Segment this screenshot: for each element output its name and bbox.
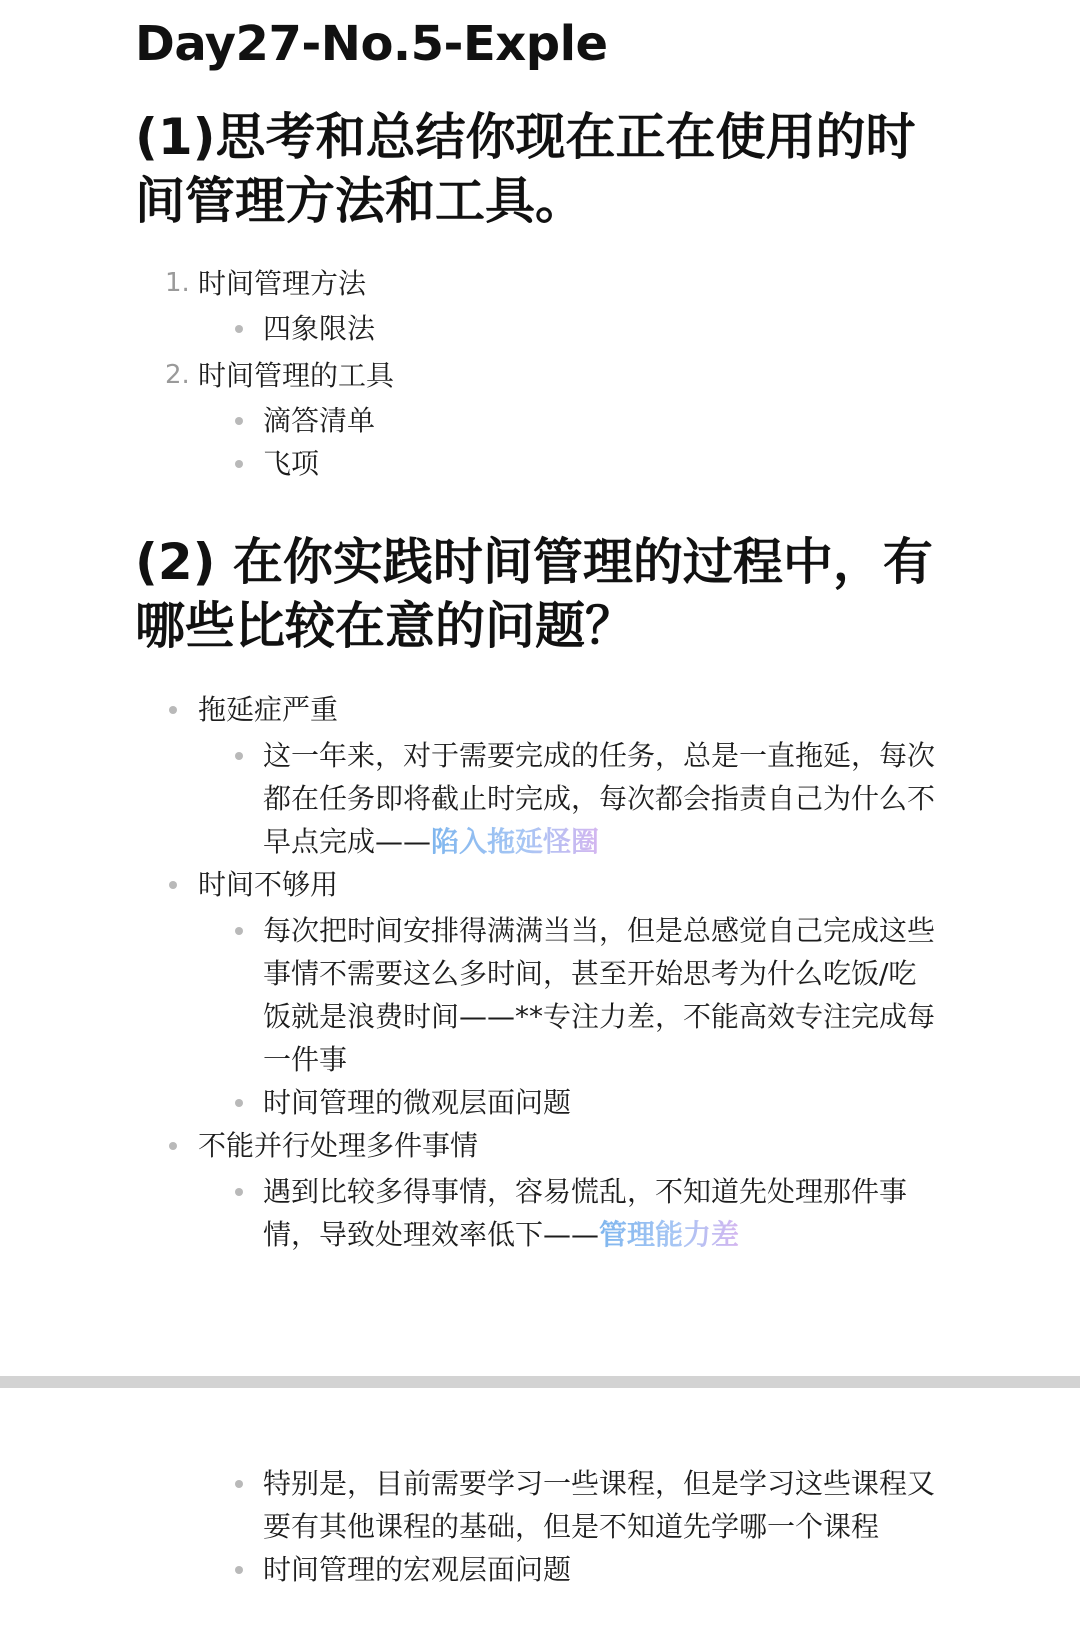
highlight-text: 陷入拖延怪圈 — [431, 825, 600, 858]
bullet-icon — [235, 1480, 243, 1488]
sub-list-item — [0, 399, 943, 442]
list-item-not-enough-time — [0, 863, 1080, 906]
list-item-label: 时间管理的工具 — [198, 359, 395, 392]
problems-list — [0, 688, 1080, 1256]
list-number: 1. — [165, 268, 190, 298]
sub-list-item-text: 遇到比较多得事情，容易慌乱，不知道先处理那件事情，导致处理效率低下—— — [263, 1175, 908, 1251]
bullet-icon — [235, 325, 243, 333]
bullet-icon — [235, 1566, 243, 1574]
list-item-procrastination — [0, 688, 1080, 731]
list-item-multitasking — [0, 1124, 1080, 1167]
section-heading-1: (1)思考和总结你现在正在使用的时间管理方法和工具。 — [135, 108, 916, 230]
sub-list-item — [0, 1462, 943, 1548]
sub-list-item — [0, 1170, 943, 1256]
list-item-methods — [0, 262, 1080, 305]
list-item-label: 不能并行处理多件事情 — [198, 1129, 479, 1162]
sub-list-item — [0, 1548, 943, 1591]
highlight-text: 管理能力差 — [599, 1218, 740, 1251]
continuation-list — [0, 1462, 1080, 1591]
bullet-icon — [169, 706, 177, 714]
bullet-icon — [235, 1099, 243, 1107]
bullet-icon — [235, 927, 243, 935]
bullet-icon — [235, 417, 243, 425]
sub-list-item — [0, 909, 943, 1081]
sub-list-item-text: 这一年来，对于需要完成的任务，总是一直拖延，每次都在任务即将截止时完成，每次都会指责自己为什么不早点完成—— — [263, 739, 936, 858]
list-number: 2. — [165, 360, 190, 390]
bullet-icon — [235, 752, 243, 760]
sub-list-item-text: 特别是，目前需要学习一些课程，但是学习这些课程又要有其他课程的基础，但是不知道先学哪一个课程 — [263, 1467, 936, 1543]
sub-list-item-text: 四象限法 — [263, 312, 376, 345]
section-heading-2: (2) 在你实践时间管理的过程中，有哪些比较在意的问题？ — [135, 533, 933, 655]
list-item-tools — [0, 354, 1080, 397]
sub-list-item — [0, 1081, 943, 1124]
sub-list-item-text: 时间管理的微观层面问题 — [263, 1086, 572, 1119]
sub-list-item — [0, 307, 943, 350]
methods-tools-list — [0, 262, 1080, 485]
bullet-icon — [235, 1188, 243, 1196]
bullet-icon — [169, 1142, 177, 1150]
sub-list-item — [0, 442, 943, 485]
list-item-label: 时间不够用 — [198, 868, 339, 901]
bullet-icon — [169, 881, 177, 889]
sub-list-item-text: 每次把时间安排得满满当当，但是总感觉自己完成这些事情不需要这么多时间，甚至开始思考为什么吃饭/吃饭就是浪费时间——**专注力差，不能高效专注完成每一件事 — [263, 914, 936, 1076]
list-item-label: 拖延症严重 — [198, 693, 339, 726]
sub-list-item-text: 飞项 — [263, 447, 320, 480]
sub-list-item — [0, 734, 943, 863]
sub-list-item-text: 时间管理的宏观层面问题 — [263, 1553, 572, 1586]
bullet-icon — [235, 460, 243, 468]
page-title: Day27-No.5-Exple — [135, 16, 608, 72]
list-item-label: 时间管理方法 — [198, 267, 367, 300]
sub-list-item-text: 滴答清单 — [263, 404, 376, 437]
page-divider — [0, 1376, 1080, 1388]
